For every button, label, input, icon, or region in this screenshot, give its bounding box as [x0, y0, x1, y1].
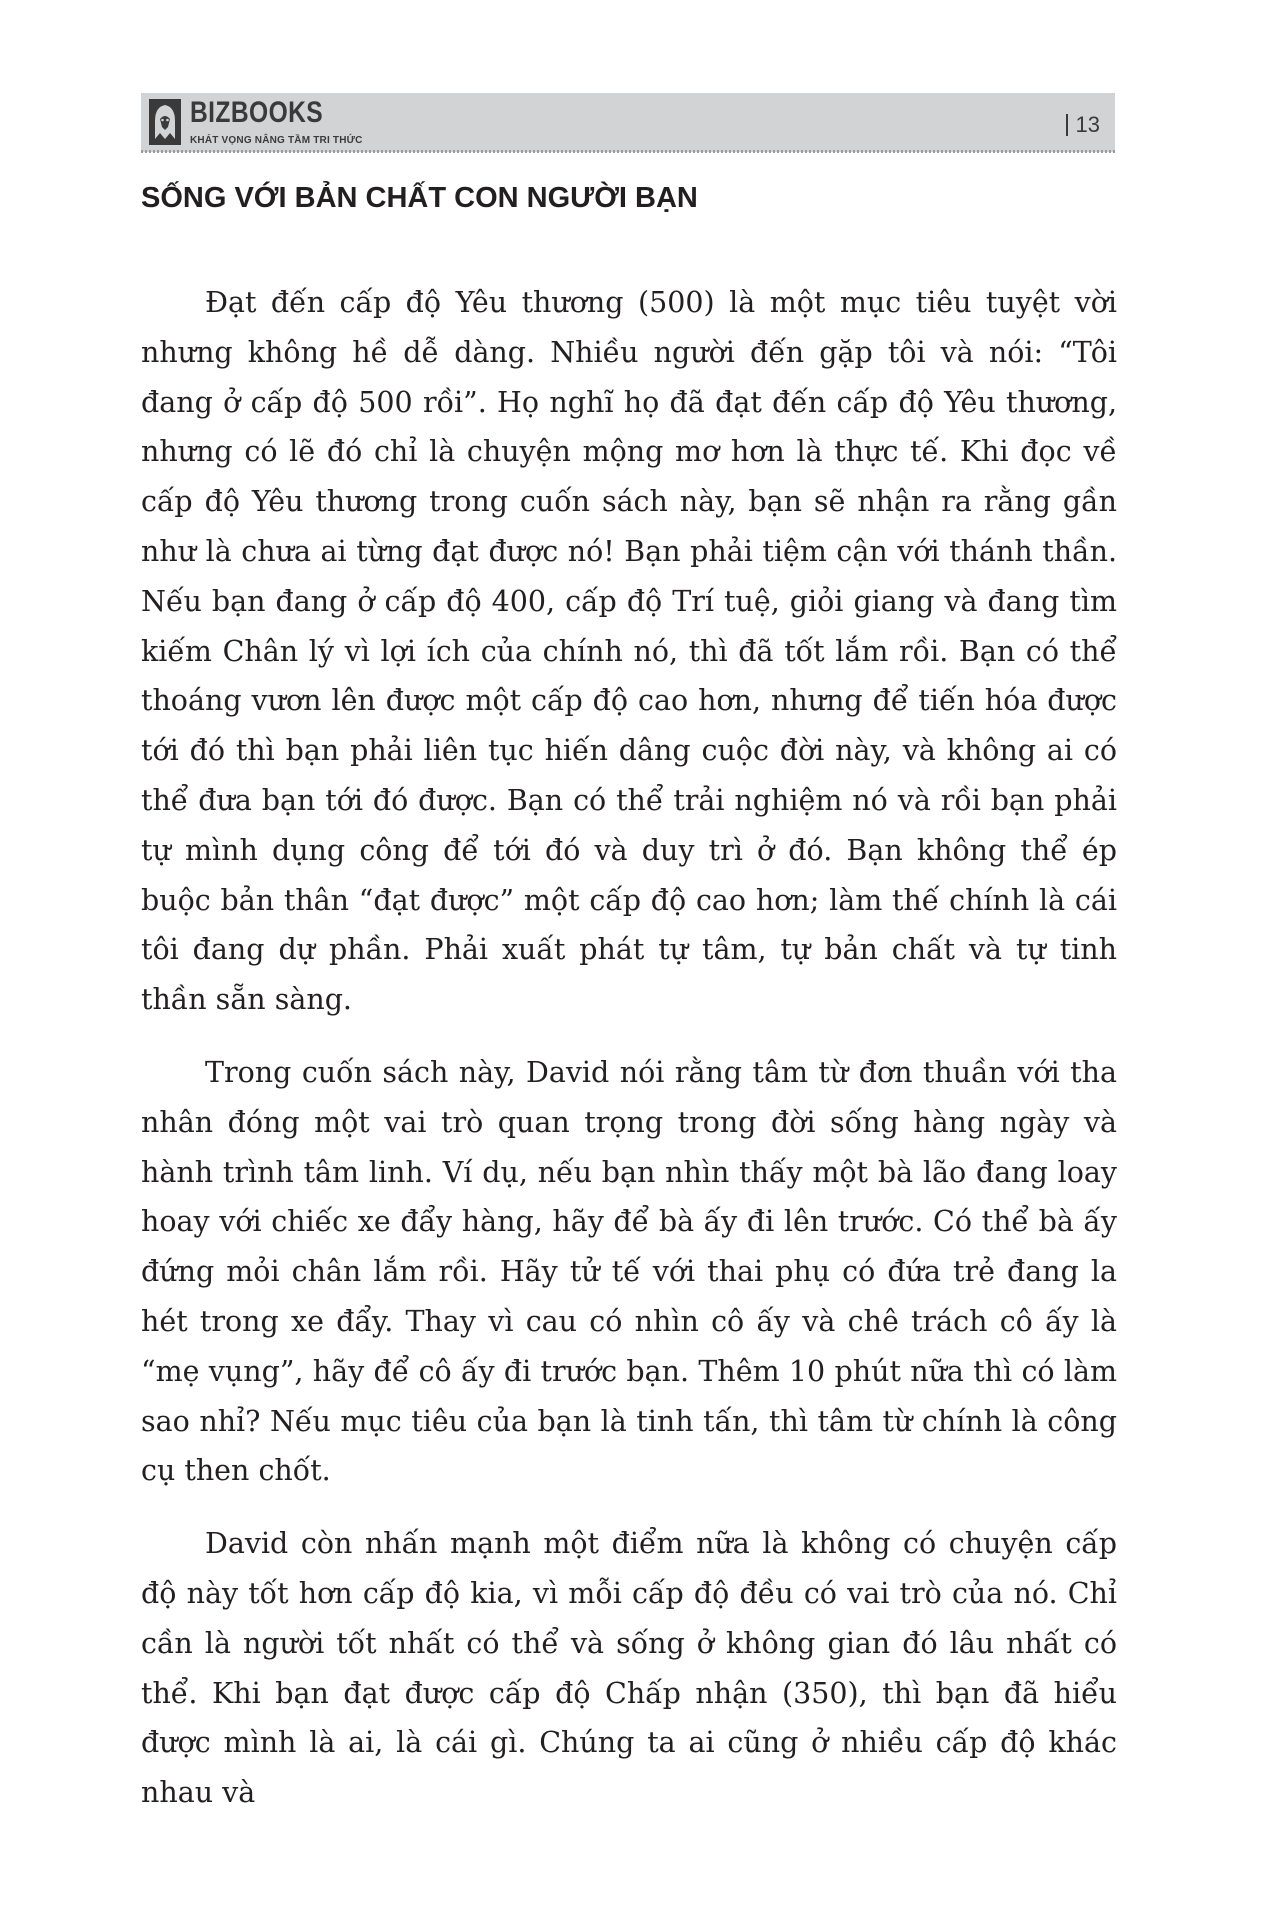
header-dotted-rule	[141, 150, 1115, 153]
lion-head-icon	[149, 99, 181, 145]
body-text	[141, 278, 1117, 1841]
page-number-separator	[1066, 114, 1068, 136]
brand-slogan: KHÁT VỌNG NÂNG TẦM TRI THỨC	[190, 135, 363, 146]
page-number	[1066, 112, 1100, 138]
paragraph-1: Đạt đến cấp độ Yêu thương (500) là một mục tiêu tuyệt vời nhưng không hề dễ dàng. Nhiều người đến gặp tôi và nói: “Tôi đang ở cấp độ 500 rồi”. Họ nghĩ họ đã đạt đến cấp độ Yêu thương, nhưng có lẽ đó chỉ là chuyện mộng mơ hơn là thực tế. Khi đọc về cấp độ Yêu thương trong cuốn sách này, bạn sẽ nhận ra rằng gần như là chưa ai từng đạt được nó! Bạn phải tiệm cận với thánh thần. Nếu bạn đang ở cấp độ 400, cấp độ Trí tuệ, giỏi giang và đang tìm kiếm Chân lý vì lợi ích của chính nó, thì đã tốt lắm rồi. Bạn có thể thoáng vươn lên được một cấp độ cao hơn, nhưng để tiến hóa được tới đó thì bạn phải liên tục hiến dâng cuộc đời này, và không ai có thể đưa bạn tới đó được. Bạn có thể trải nghiệm nó và rồi bạn phải tự mình dụng công để tới đó và duy trì ở đó. Bạn không thể ép buộc bản thân “đạt được” một cấp độ cao hơn; làm thế chính là cái tôi đang dự phần. Phải xuất phát tự tâm, tự bản chất và tự tinh thần sẵn sàng.	[141, 286, 1117, 1017]
paragraph-3: David còn nhấn mạnh một điểm nữa là không có chuyện cấp độ này tốt hơn cấp độ kia, vì mỗi cấp độ đều có vai trò của nó. Chỉ cần là người tốt nhất có thể và sống ở không gian đó lâu nhất có thể. Khi bạn đạt được cấp độ Chấp nhận (350), thì bạn đã hiểu được mình là ai, là cái gì. Chúng ta ai cũng ở nhiều cấp độ khác nhau và	[141, 1527, 1117, 1810]
page-number-value: 13	[1075, 112, 1100, 137]
brand-name: BIZBOOKS	[190, 96, 324, 129]
section-title: SỐNG VỚI BẢN CHẤT CON NGƯỜI BẠN	[141, 182, 698, 214]
paragraph-2: Trong cuốn sách này, David nói rằng tâm từ đơn thuần với tha nhân đóng một vai trò quan trọng trong đời sống hàng ngày và hành trình tâm linh. Ví dụ, nếu bạn nhìn thấy một bà lão đang loay hoay với chiếc xe đẩy hàng, hãy để bà ấy đi lên trước. Có thể bà ấy đứng mỏi chân lắm rồi. Hãy tử tế với thai phụ có đứa trẻ đang la hét trong xe đẩy. Thay vì cau có nhìn cô ấy và chê trách cô ấy là “mẹ vụng”, hãy để cô ấy đi trước bạn. Thêm 10 phút nữa thì có làm sao nhỉ? Nếu mục tiêu của bạn là tinh tấn, thì tâm từ chính là công cụ then chốt.	[141, 1055, 1117, 1488]
